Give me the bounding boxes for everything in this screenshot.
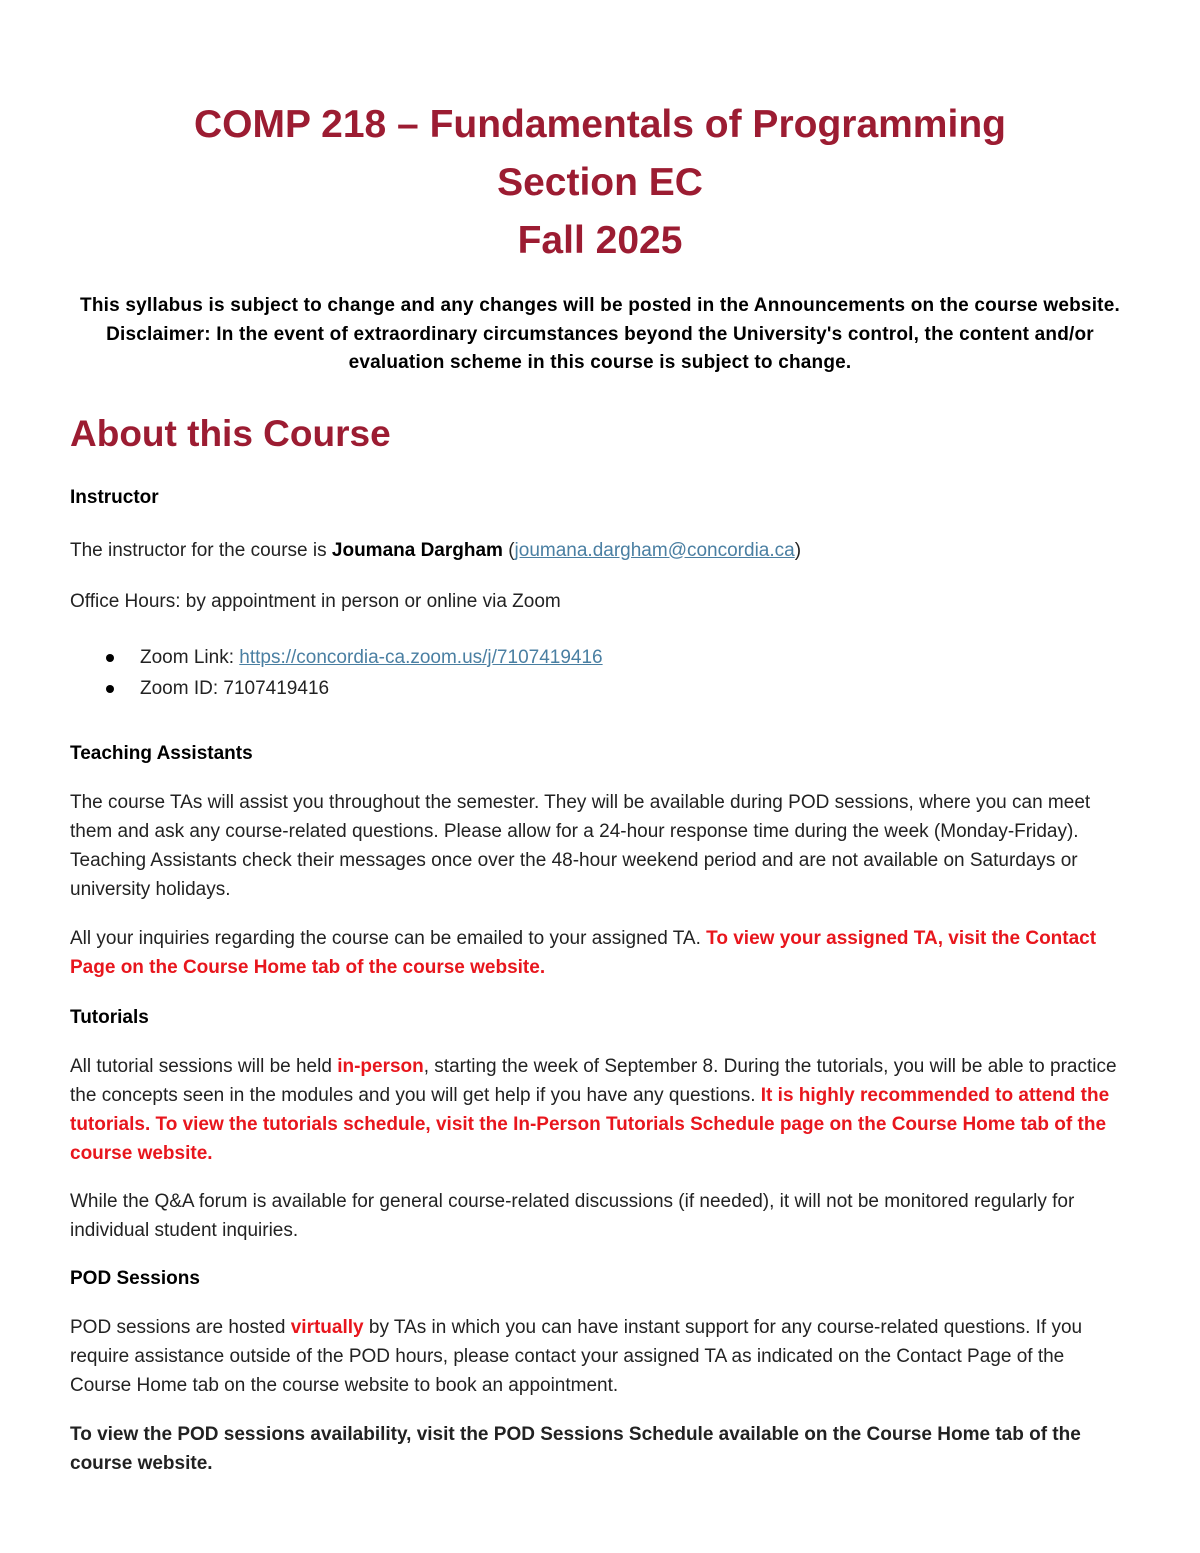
tutorials-recommendation: It is highly recommended to attend the tutorials. To view the tutorials schedule, visit the In-Person Tutorials Schedule page on the Course Home tab of the course website.: [70, 1084, 1110, 1164]
tutorials-text-b: , starting the week of September 8. During the tutorials, you will be able to practice the concepts seen in the modules and you will get help if you have any questions.: [70, 1055, 1117, 1106]
tutorials-heading: Tutorials: [70, 1006, 149, 1028]
title-course: COMP 218 – Fundamentals of Programming: [194, 103, 1006, 146]
instructor-name: Joumana Dargham: [331, 539, 503, 561]
pod-sessions-paragraph: [70, 1313, 1130, 1400]
teaching-assistants-heading: Teaching Assistants: [70, 742, 253, 764]
zoom-link-label: Zoom Link:: [140, 646, 240, 668]
pod-text-a: POD sessions are hosted: [70, 1316, 291, 1338]
ta-inquiries-text: All your inquiries regarding the course can be emailed to your assigned TA.: [70, 927, 707, 949]
tutorials-text-a: All tutorial sessions will be held: [70, 1055, 338, 1077]
zoom-id: Zoom ID: 7107419416: [140, 677, 330, 699]
zoom-link[interactable]: https://concordia-ca.zoom.us/j/7107419416: [239, 646, 603, 668]
open-paren: (: [502, 539, 515, 561]
document-title: [70, 96, 1130, 270]
in-person-emphasis: in-person: [337, 1055, 424, 1077]
ta-paragraph: The course TAs will assist you throughout the semester. They will be available during POD sessions, where you can meet them and ask any course-related questions. Please allow for a 24-hour response time during the week (Monday-Friday). Teaching Assistants check their messages once over the 48-hour weekend period and are not available on Saturdays or university holidays.: [70, 791, 1091, 900]
zoom-info-list: [70, 642, 1130, 704]
syllabus-disclaimer: This syllabus is subject to change and any changes will be posted in the Announcements on the course website. Disclaimer: In the event of extraordinary circumstances beyond the University's control, the content and/or evaluation scheme in this course is subject to change.: [80, 295, 1120, 373]
close-paren: ): [794, 539, 802, 561]
list-item: [102, 642, 1130, 673]
title-section: Section EC: [497, 161, 703, 204]
tutorials-paragraph: [70, 1052, 1130, 1168]
list-item: [102, 673, 1130, 704]
ta-inquiries-paragraph: [70, 924, 1130, 982]
title-term: Fall 2025: [517, 219, 683, 262]
pod-text-b: by TAs in which you can have instant support for any course-related questions. If you require assistance outside of the POD hours, please contact your assigned TA as indicated on the Contact Page of the Course Home tab on the course website to book an appointment.: [70, 1316, 1083, 1396]
virtually-emphasis: virtually: [290, 1316, 364, 1338]
instructor-intro: The instructor for the course is: [70, 539, 332, 561]
instructor-paragraph: [70, 536, 1130, 565]
qa-forum-paragraph: While the Q&A forum is available for general course-related discussions (if needed), it will not be monitored regularly for individual student inquiries.: [70, 1190, 1075, 1241]
instructor-email-link[interactable]: joumana.dargham@concordia.ca: [514, 539, 795, 561]
about-course-heading: About this Course: [70, 412, 391, 454]
pod-sessions-heading: POD Sessions: [70, 1267, 200, 1289]
instructor-heading: Instructor: [70, 486, 159, 508]
ta-contact-note: To view your assigned TA, visit the Contact Page on the Course Home tab of the course website.: [70, 927, 1097, 978]
pod-schedule-note: To view the POD sessions availability, visit the POD Sessions Schedule available on the Course Home tab of the course website.: [70, 1423, 1081, 1474]
office-hours: Office Hours: by appointment in person or online via Zoom: [70, 590, 561, 612]
